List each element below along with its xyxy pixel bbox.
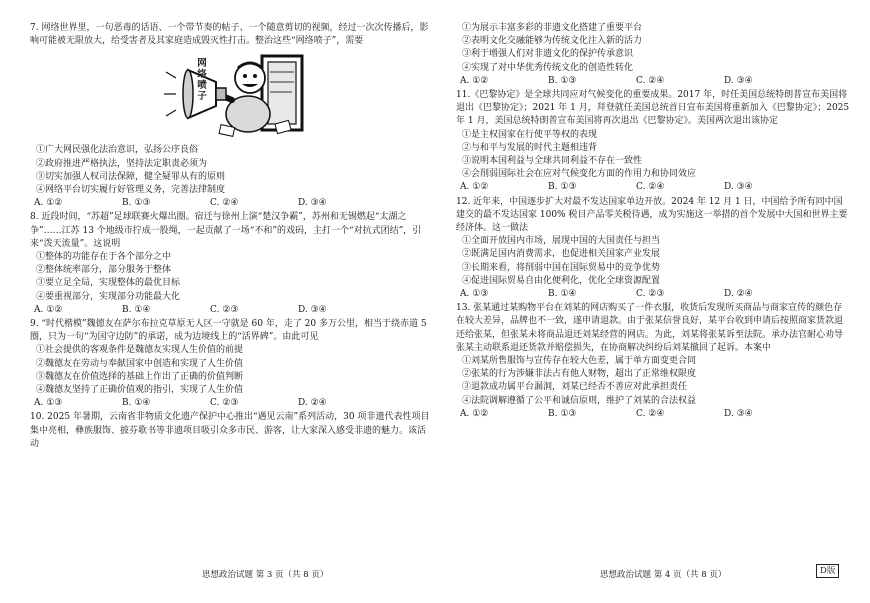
- question-9-option-2: ②魏德友在劳动与奉献国家中创造和实现了人生价值: [36, 358, 244, 369]
- right-page-footer: 思想政治试题 第 4 页（共 8 页）: [600, 570, 727, 580]
- choice-c: C. ②③: [210, 398, 239, 409]
- question-13-option-2: ②张某的行为涉嫌非法占有他人财物，超出了正常维权限度: [462, 369, 697, 380]
- choice-a: A. ①②: [34, 198, 63, 209]
- cartoon-caption-char: 子: [197, 91, 207, 103]
- question-13-stem: 13. 张某通过某购物平台在刘某的网店购买了一件衣服，收货后发现所买商品与商家宣传的颜色存在较大差异，品牌也不一致，遂申请退款。由于张某信誉良好，某平台收到申请后按照商家货款退还给张某，但张某未将商品退还刘某经营的网店。为此，刘某将张某诉至法院。承办法官耐心劝导张某主动联系退还货款并赔偿损失，在协商解决纠纷后刘某撤回了起诉。本案中: [456, 303, 844, 353]
- question-10-stem: 10. 2025 年暑期，云南省非物质文化遗产保护中心推出“遇见云南”系列活动，30 项非遗代表性项目集中亮相，彝族服饰、披芬歌书等非遗项目吸引众多市民、游客，让大家深入感受非遗的魅力。该活动: [30, 412, 430, 449]
- choice-b: B. ①④: [548, 289, 577, 300]
- question-12-option-4: ④促进国际贸易自由化便利化，优化全球资源配置: [462, 275, 661, 286]
- choice-a: A. ①②: [34, 304, 63, 315]
- choice-d: D. ②④: [298, 398, 327, 409]
- question-13-option-1: ①刘某所售服饰与宣传存在较大色差，属于单方面变更合同: [462, 356, 697, 367]
- question-9: [30, 318, 430, 410]
- choice-b: B. ①③: [548, 408, 577, 419]
- question-12-stem: 12. 近年来，中国逐步扩大对最不发达国家单边开放。2024 年 12 月 1 日，中国给予所有同中国建交的最不发达国家 100% 税目产品零关税待遇，成为实施这一举措的首个发展中大国和世界主要经济体。这一做法: [456, 196, 848, 234]
- question-11-choices: [456, 181, 851, 194]
- question-11-option-3: ③说明本国利益与全球共同利益不存在一致性: [462, 156, 643, 167]
- question-12-option-3: ③长期来看，将削弱中国在国际贸易中的竞争优势: [462, 262, 661, 273]
- choice-b: B. ①④: [122, 398, 151, 409]
- question-12: [456, 196, 851, 302]
- question-7-choices: [30, 197, 430, 210]
- choice-d: D. ③④: [724, 182, 753, 193]
- cartoon-caption-char: 络: [197, 69, 207, 81]
- question-9-stem: 9. “时代楷模”魏德友在萨尔布拉克草原无人区一守就是 60 年，走了 20 多万公里，相当于绕赤道 5 圈，只为一句“为国守边防”的承诺，成为边境线上的“活界碑”。由此可见: [30, 319, 427, 343]
- question-7-option-4: ④网络平台切实履行好管理义务，完善法律制度: [36, 185, 226, 196]
- choice-b: B. ①④: [122, 304, 151, 315]
- choice-d: D. ③④: [298, 198, 327, 209]
- question-8-option-1: ①整体的功能存在于各个部分之中: [36, 252, 172, 263]
- choice-a: A. ①③: [34, 398, 63, 409]
- question-8: [30, 211, 430, 317]
- choice-a: A. ①③: [460, 289, 489, 300]
- question-10-option-1: ①为展示丰富多彩的非遗文化搭建了重要平台: [462, 23, 643, 33]
- question-9-option-4: ④魏德友坚持了正确价值观的指引，实现了人生价值: [36, 385, 244, 396]
- question-11-option-4: ④会削弱国际社会在应对气候变化方面的作用力和协同效应: [462, 169, 697, 180]
- question-7: [30, 22, 430, 210]
- question-10-option-2: ②表明文化交融能够为传统文化注入新的活力: [462, 36, 643, 47]
- choice-b: B. ①③: [548, 75, 577, 86]
- question-7-stem: 7. 网络世界里，一句恶毒的话语、一个带节奏的帖子、一个随意剪切的视频，经过一次次传播后，影响可能被无限放大，给受害者及其家庭造成毁灭性打击。整治这些“网络喷子”，需要: [30, 23, 429, 47]
- cartoon-caption-char: 喷: [197, 80, 207, 92]
- choice-c: C. ②④: [636, 408, 665, 419]
- question-10-option-3: ③利于增强人们对非遗文化的保护传承意识: [462, 49, 634, 60]
- question-7-option-2: ②政府推进严格执法，坚持法定职责必须为: [36, 158, 208, 169]
- choice-c: C. ②④: [636, 182, 665, 193]
- choice-a: A. ①②: [460, 408, 489, 419]
- question-13-choices: [456, 408, 851, 421]
- question-8-option-3: ③要立足全局，实现整体的最优目标: [36, 278, 181, 289]
- choice-d: D. ②④: [724, 289, 753, 300]
- question-13-option-3: ③退款成功属平台漏洞，刘某已经否不善应对此承担责任: [462, 382, 688, 393]
- choice-a: A. ①②: [460, 75, 489, 86]
- question-10-continued: [456, 22, 851, 88]
- question-8-choices: [30, 304, 430, 317]
- choice-c: C. ②④: [210, 198, 239, 209]
- choice-b: B. ①③: [122, 198, 151, 209]
- choice-c: C. ②④: [636, 75, 665, 86]
- question-10-choices: [456, 75, 851, 88]
- choice-a: A. ①②: [460, 182, 489, 193]
- question-13: [456, 302, 851, 421]
- left-page-footer: 思想政治试题 第 3 页（共 8 页）: [202, 570, 329, 580]
- question-12-option-1: ①全面开放国内市场，展现中国的大国责任与担当: [462, 236, 661, 247]
- version-badge: D版: [816, 564, 839, 578]
- choice-d: D. ③④: [298, 304, 327, 315]
- question-11-option-2: ②与和平与发展的时代主题相违背: [462, 142, 598, 153]
- question-10: [30, 411, 430, 451]
- question-9-choices: [30, 397, 430, 410]
- question-13-option-4: ④法院调解遵循了公平和诚信原则，维护了刘某的合法权益: [462, 395, 697, 406]
- choice-d: D. ③④: [724, 408, 753, 419]
- question-8-option-2: ②整体统率部分，部分服务于整体: [36, 265, 172, 276]
- question-12-choices: [456, 288, 851, 301]
- question-9-option-1: ①社会提供的客观条件是魏德友实现人生价值的前提: [36, 345, 244, 356]
- troll-cartoon-illustration: [158, 52, 313, 140]
- choice-c: C. ②③: [636, 289, 665, 300]
- choice-b: B. ①③: [548, 182, 577, 193]
- question-8-stem: 8. 近段时间，“苏超”足球联赛火爆出圈。宿迁与徐州上演“楚汉争霸”，苏州和无锡燃起“太湖之争”……江苏 13 个地级市拧成一股绳，一起贡献了一场“不和”的戏码，主打一个“对抗式团结”，引来“泼天流量”。这说明: [30, 212, 422, 249]
- question-11: [456, 89, 851, 195]
- question-10-option-4: ④实现了对中华优秀传统文化的创造性转化: [462, 62, 634, 73]
- question-11-stem: 11.《巴黎协定》是全球共同应对气候变化的重要成果。2017 年，时任美国总统特朗普宣布美国将退出《巴黎协定》；2021 年 1 月，拜登就任美国总统首日宣布美国将重新加入《巴黎协定》；2025 年 1 月，美国总统特朗普宣布美国将再次退出《巴黎协定》。美国两次退出该协定: [456, 90, 850, 127]
- choice-d: D. ③④: [724, 75, 753, 86]
- cartoon-caption: [196, 58, 208, 102]
- question-11-option-1: ①是主权国家在行使平等权的表现: [462, 129, 598, 140]
- question-9-option-3: ③魏德友在价值选择的基础上作出了正确的价值判断: [36, 371, 244, 382]
- internet-troll-cartoon: [158, 52, 313, 140]
- question-7-option-3: ③切实加强人权司法保障，健全疑罪从有的原则: [36, 171, 226, 182]
- choice-c: C. ②③: [210, 304, 239, 315]
- question-12-option-2: ②既满足国内消费需求，也促进相关国家产业发展: [462, 249, 661, 260]
- right-page-column: [456, 22, 851, 422]
- question-7-option-1: ①广大网民强化法治意识，弘扬公序良俗: [36, 145, 199, 156]
- question-8-option-4: ④要重视部分，实现部分功能最大化: [36, 291, 181, 302]
- left-page-column: [30, 22, 430, 452]
- cartoon-caption-char: 网: [197, 58, 207, 70]
